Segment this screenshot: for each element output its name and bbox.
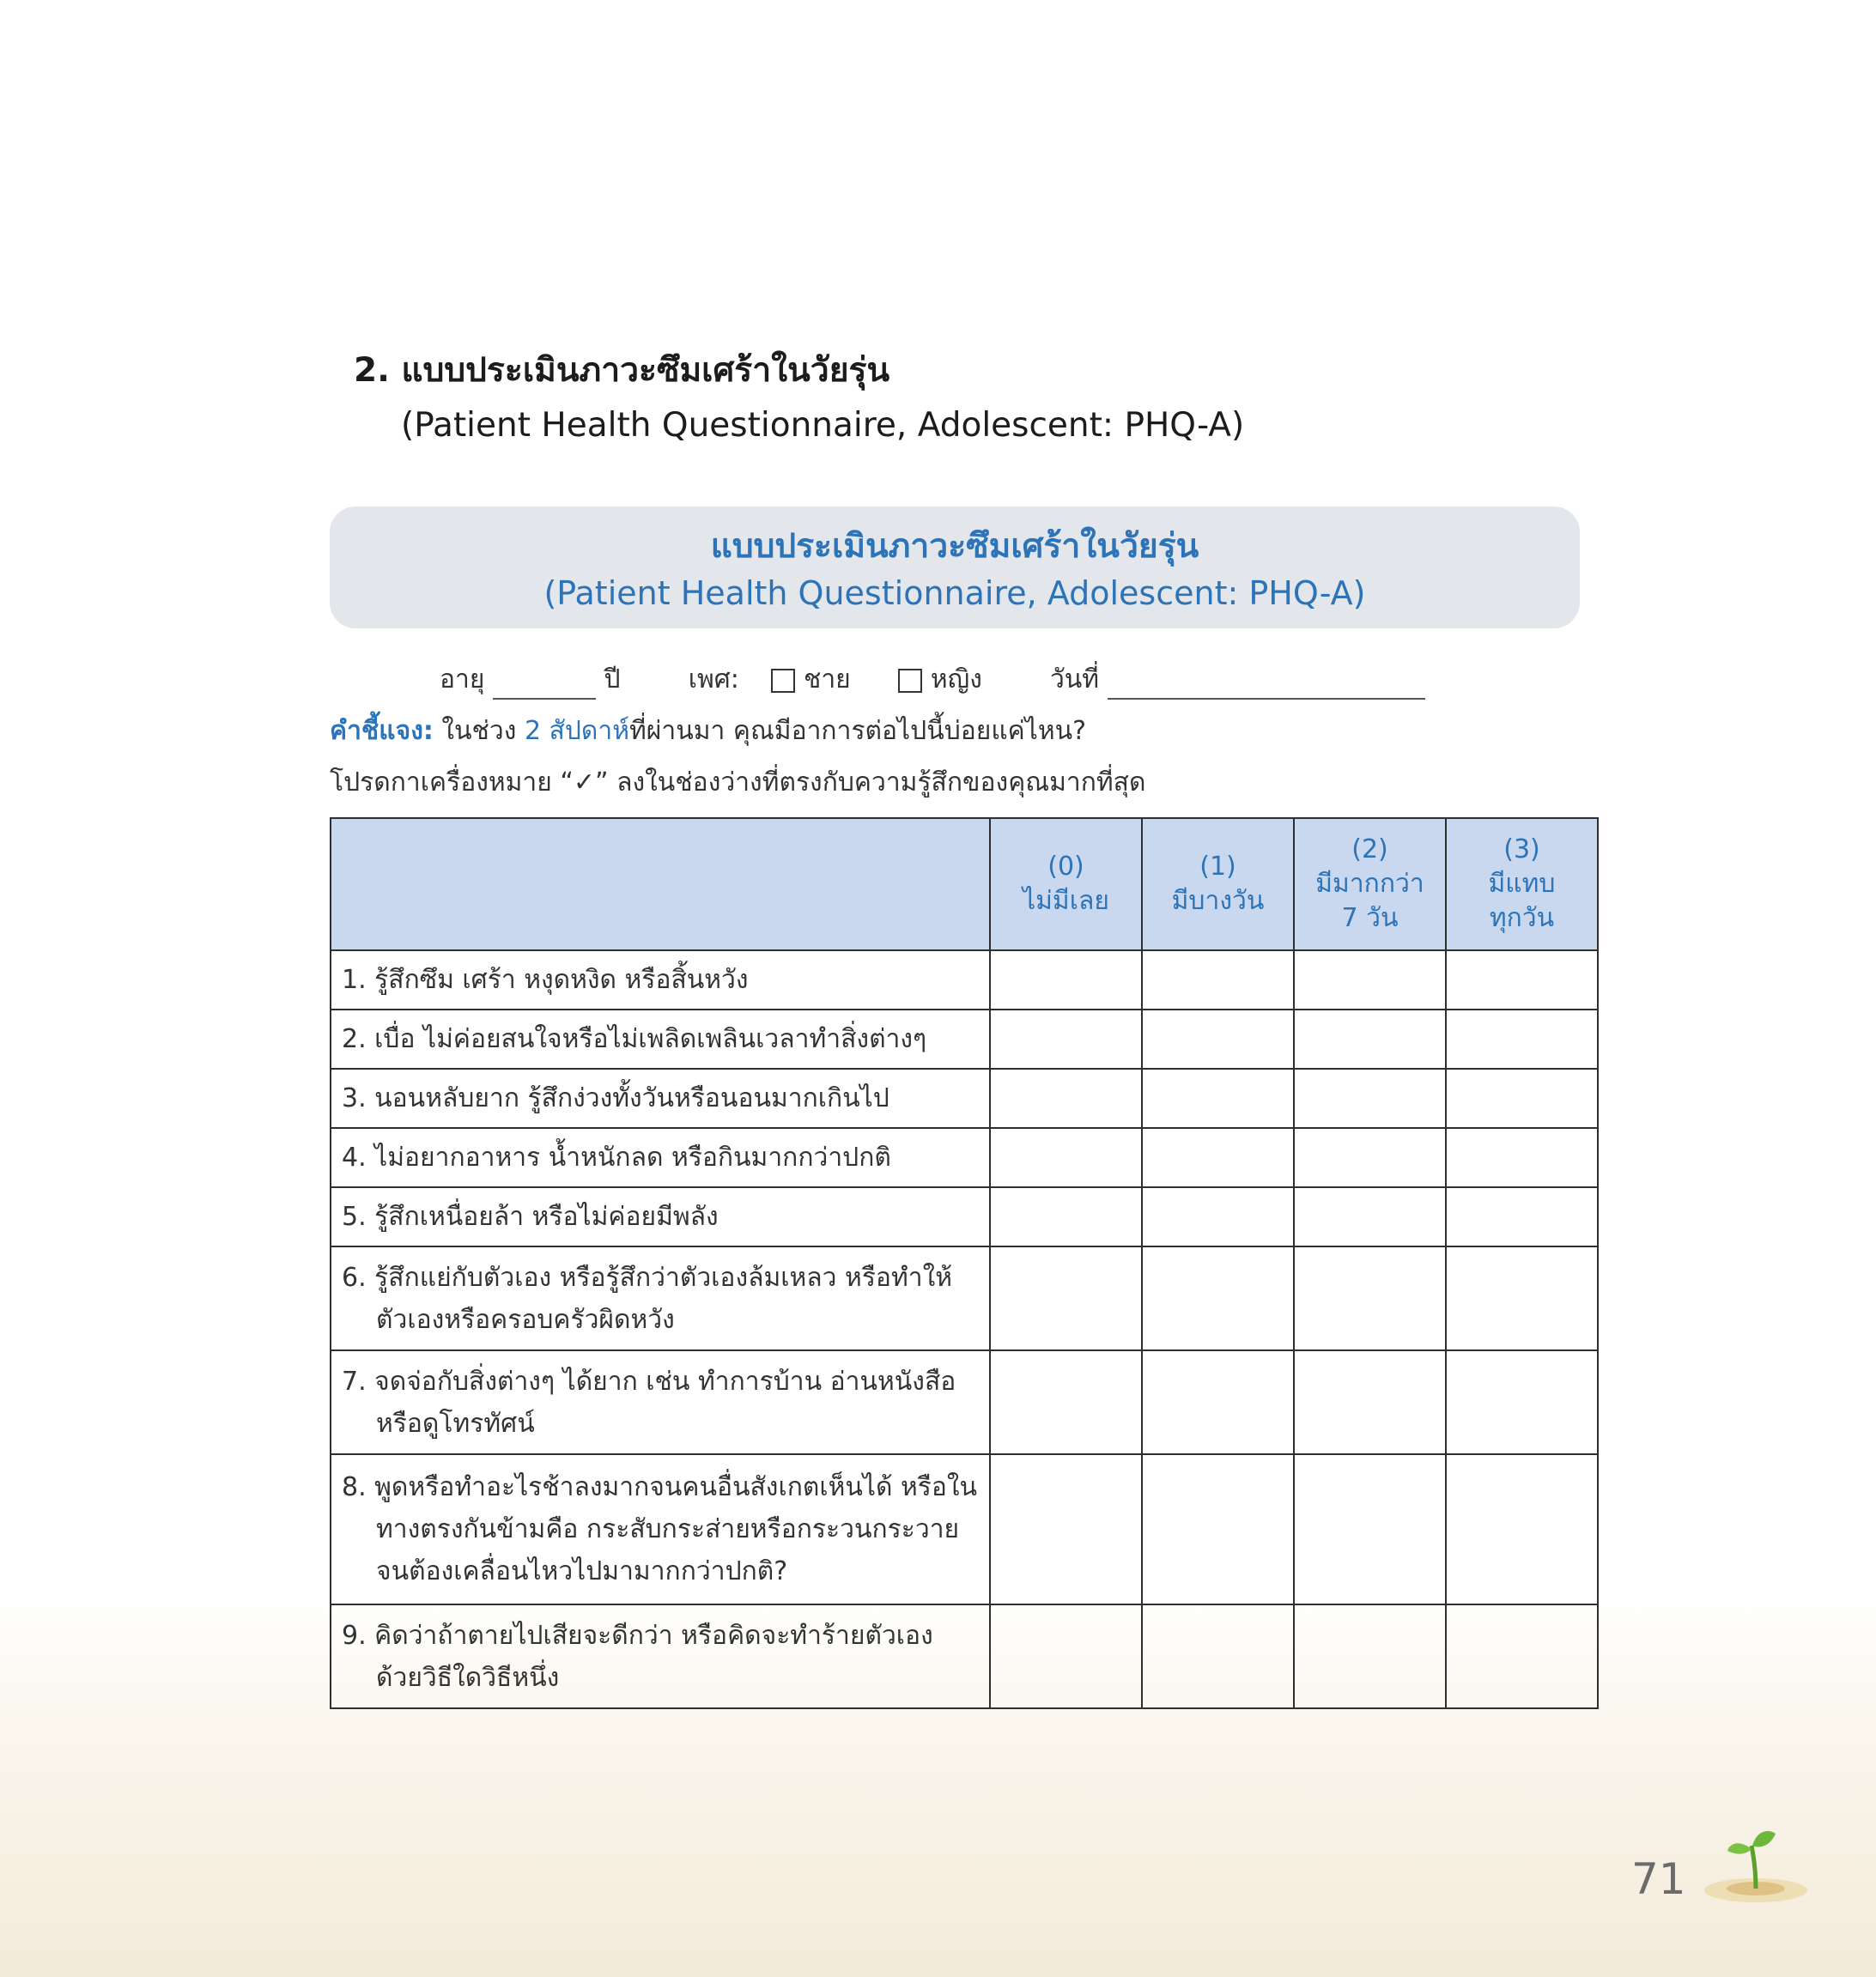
answer-cell-2[interactable] <box>1294 1604 1446 1708</box>
answer-cell-1[interactable] <box>1142 1069 1294 1128</box>
age-label: อายุ <box>440 664 485 694</box>
answer-cell-2[interactable] <box>1294 1010 1446 1069</box>
answer-cell-1[interactable] <box>1142 1454 1294 1604</box>
form-title-box <box>330 506 1580 628</box>
answer-cell-2[interactable] <box>1294 1187 1446 1246</box>
answer-cell-0[interactable] <box>990 1128 1142 1187</box>
form-title-en: (Patient Health Questionnaire, Adolescent: PHQ-A) <box>543 574 1366 612</box>
question-text: 3. นอนหลับยาก รู้สึกง่วงทั้งวันหรือนอนมากเกินไป <box>331 1069 990 1128</box>
answer-cell-3[interactable] <box>1446 1069 1598 1128</box>
answer-cell-2[interactable] <box>1294 1246 1446 1350</box>
table-row <box>331 950 1598 1010</box>
table-row <box>331 1604 1598 1708</box>
instruction-line-1 <box>330 711 1086 751</box>
date-field[interactable] <box>1108 669 1425 700</box>
answer-cell-1[interactable] <box>1142 1604 1294 1708</box>
answer-cell-0[interactable] <box>990 1454 1142 1604</box>
respondent-info-row <box>440 659 1425 700</box>
female-checkbox[interactable] <box>898 669 922 693</box>
question-text: 5. รู้สึกเหนื่อยล้า หรือไม่ค่อยมีพลัง <box>331 1187 990 1246</box>
answer-cell-3[interactable] <box>1446 950 1598 1010</box>
answer-cell-3[interactable] <box>1446 1010 1598 1069</box>
answer-cell-1[interactable] <box>1142 1246 1294 1350</box>
header-question-cell <box>331 818 990 950</box>
header-col-3 <box>1446 818 1598 950</box>
section-title: 2. แบบประเมินภาวะซึมเศร้าในวัยรุ่น <box>354 351 890 390</box>
table-header-row <box>331 818 1598 950</box>
question-text: 2. เบื่อ ไม่ค่อยสนใจหรือไม่เพลิดเพลินเวลาทำสิ่งต่างๆ <box>331 1010 990 1069</box>
answer-cell-2[interactable] <box>1294 1454 1446 1604</box>
col-score: (2) <box>1351 834 1388 864</box>
table-row <box>331 1010 1598 1069</box>
answer-cell-0[interactable] <box>990 1187 1142 1246</box>
date-label: วันที่ <box>1049 664 1100 694</box>
page-number: 71 <box>1631 1854 1686 1904</box>
question-text: 1. รู้สึกซึม เศร้า หงุดหงิด หรือสิ้นหวัง <box>331 950 990 1010</box>
answer-cell-1[interactable] <box>1142 1128 1294 1187</box>
answer-cell-3[interactable] <box>1446 1246 1598 1350</box>
col-label: ไม่มีเลย <box>1023 886 1109 916</box>
col-score: (1) <box>1199 852 1236 882</box>
table-row <box>331 1187 1598 1246</box>
header-col-1 <box>1142 818 1294 950</box>
instruction-line-2: โปรดกาเครื่องหมาย “✓” ลงในช่องว่างที่ตรงกับความรู้สึกของคุณมากที่สุด <box>330 767 1146 797</box>
answer-cell-2[interactable] <box>1294 1128 1446 1187</box>
table-row <box>331 1454 1598 1604</box>
answer-cell-0[interactable] <box>990 1350 1142 1454</box>
answer-cell-0[interactable] <box>990 1069 1142 1128</box>
answer-cell-0[interactable] <box>990 1246 1142 1350</box>
col-label: มีแทบทุกวัน <box>1488 869 1556 933</box>
instruction-text-pre: ในช่วง <box>433 716 525 746</box>
question-text: 7. จดจ่อกับสิ่งต่างๆ ได้ยาก เช่น ทำการบ้าน อ่านหนังสือ หรือดูโทรทัศน์ <box>331 1350 990 1454</box>
table-row <box>331 1069 1598 1128</box>
male-label: ชาย <box>803 664 851 694</box>
answer-cell-0[interactable] <box>990 950 1142 1010</box>
questionnaire-table <box>330 817 1599 1709</box>
form-title-th: แบบประเมินภาวะซึมเศร้าในวัยรุ่น <box>710 527 1199 566</box>
answer-cell-1[interactable] <box>1142 1010 1294 1069</box>
section-subtitle: (Patient Health Questionnaire, Adolescent: PHQ-A) <box>401 406 1245 445</box>
answer-cell-1[interactable] <box>1142 1350 1294 1454</box>
answer-cell-1[interactable] <box>1142 950 1294 1010</box>
answer-cell-1[interactable] <box>1142 1187 1294 1246</box>
table-row <box>331 1128 1598 1187</box>
col-score: (3) <box>1503 834 1540 864</box>
answer-cell-2[interactable] <box>1294 1350 1446 1454</box>
male-checkbox[interactable] <box>771 669 795 693</box>
answer-cell-0[interactable] <box>990 1604 1142 1708</box>
answer-cell-3[interactable] <box>1446 1128 1598 1187</box>
answer-cell-3[interactable] <box>1446 1454 1598 1604</box>
col-label: มีบางวัน <box>1171 886 1265 916</box>
question-text: 8. พูดหรือทำอะไรช้าลงมากจนคนอื่นสังเกตเห็นได้ หรือในทางตรงกันข้ามคือ กระสับกระส่ายหรือกระวนกระวายจนต้องเคลื่อนไหวไปมามากกว่าปกติ? <box>331 1454 990 1604</box>
age-unit: ปี <box>604 664 621 694</box>
answer-cell-3[interactable] <box>1446 1604 1598 1708</box>
instruction-period: 2 สัปดาห์ <box>524 716 630 746</box>
header-col-2 <box>1294 818 1446 950</box>
col-score: (0) <box>1047 852 1084 882</box>
instruction-label: คำชี้แจง: <box>330 716 434 746</box>
header-col-0 <box>990 818 1142 950</box>
question-text: 4. ไม่อยากอาหาร น้ำหนักลด หรือกินมากกว่าปกติ <box>331 1128 990 1187</box>
instruction-text-post: ที่ผ่านมา คุณมีอาการต่อไปนี้บ่อยแค่ไหน? <box>629 716 1087 746</box>
answer-cell-0[interactable] <box>990 1010 1142 1069</box>
table-row <box>331 1246 1598 1350</box>
answer-cell-3[interactable] <box>1446 1350 1598 1454</box>
answer-cell-2[interactable] <box>1294 1069 1446 1128</box>
section-heading <box>354 343 1244 453</box>
sex-label: เพศ: <box>688 664 739 694</box>
answer-cell-2[interactable] <box>1294 950 1446 1010</box>
question-text: 6. รู้สึกแย่กับตัวเอง หรือรู้สึกว่าตัวเองล้มเหลว หรือทำให้ตัวเองหรือครอบครัวผิดหวัง <box>331 1246 990 1350</box>
answer-cell-3[interactable] <box>1446 1187 1598 1246</box>
female-label: หญิง <box>930 664 982 694</box>
question-text: 9. คิดว่าถ้าตายไปเสียจะดีกว่า หรือคิดจะทำร้ายตัวเองด้วยวิธีใดวิธีหนึ่ง <box>331 1604 990 1708</box>
sprout-icon <box>1700 1820 1812 1906</box>
col-label: มีมากกว่า 7 วัน <box>1315 869 1424 933</box>
table-row <box>331 1350 1598 1454</box>
age-field[interactable] <box>493 669 596 700</box>
